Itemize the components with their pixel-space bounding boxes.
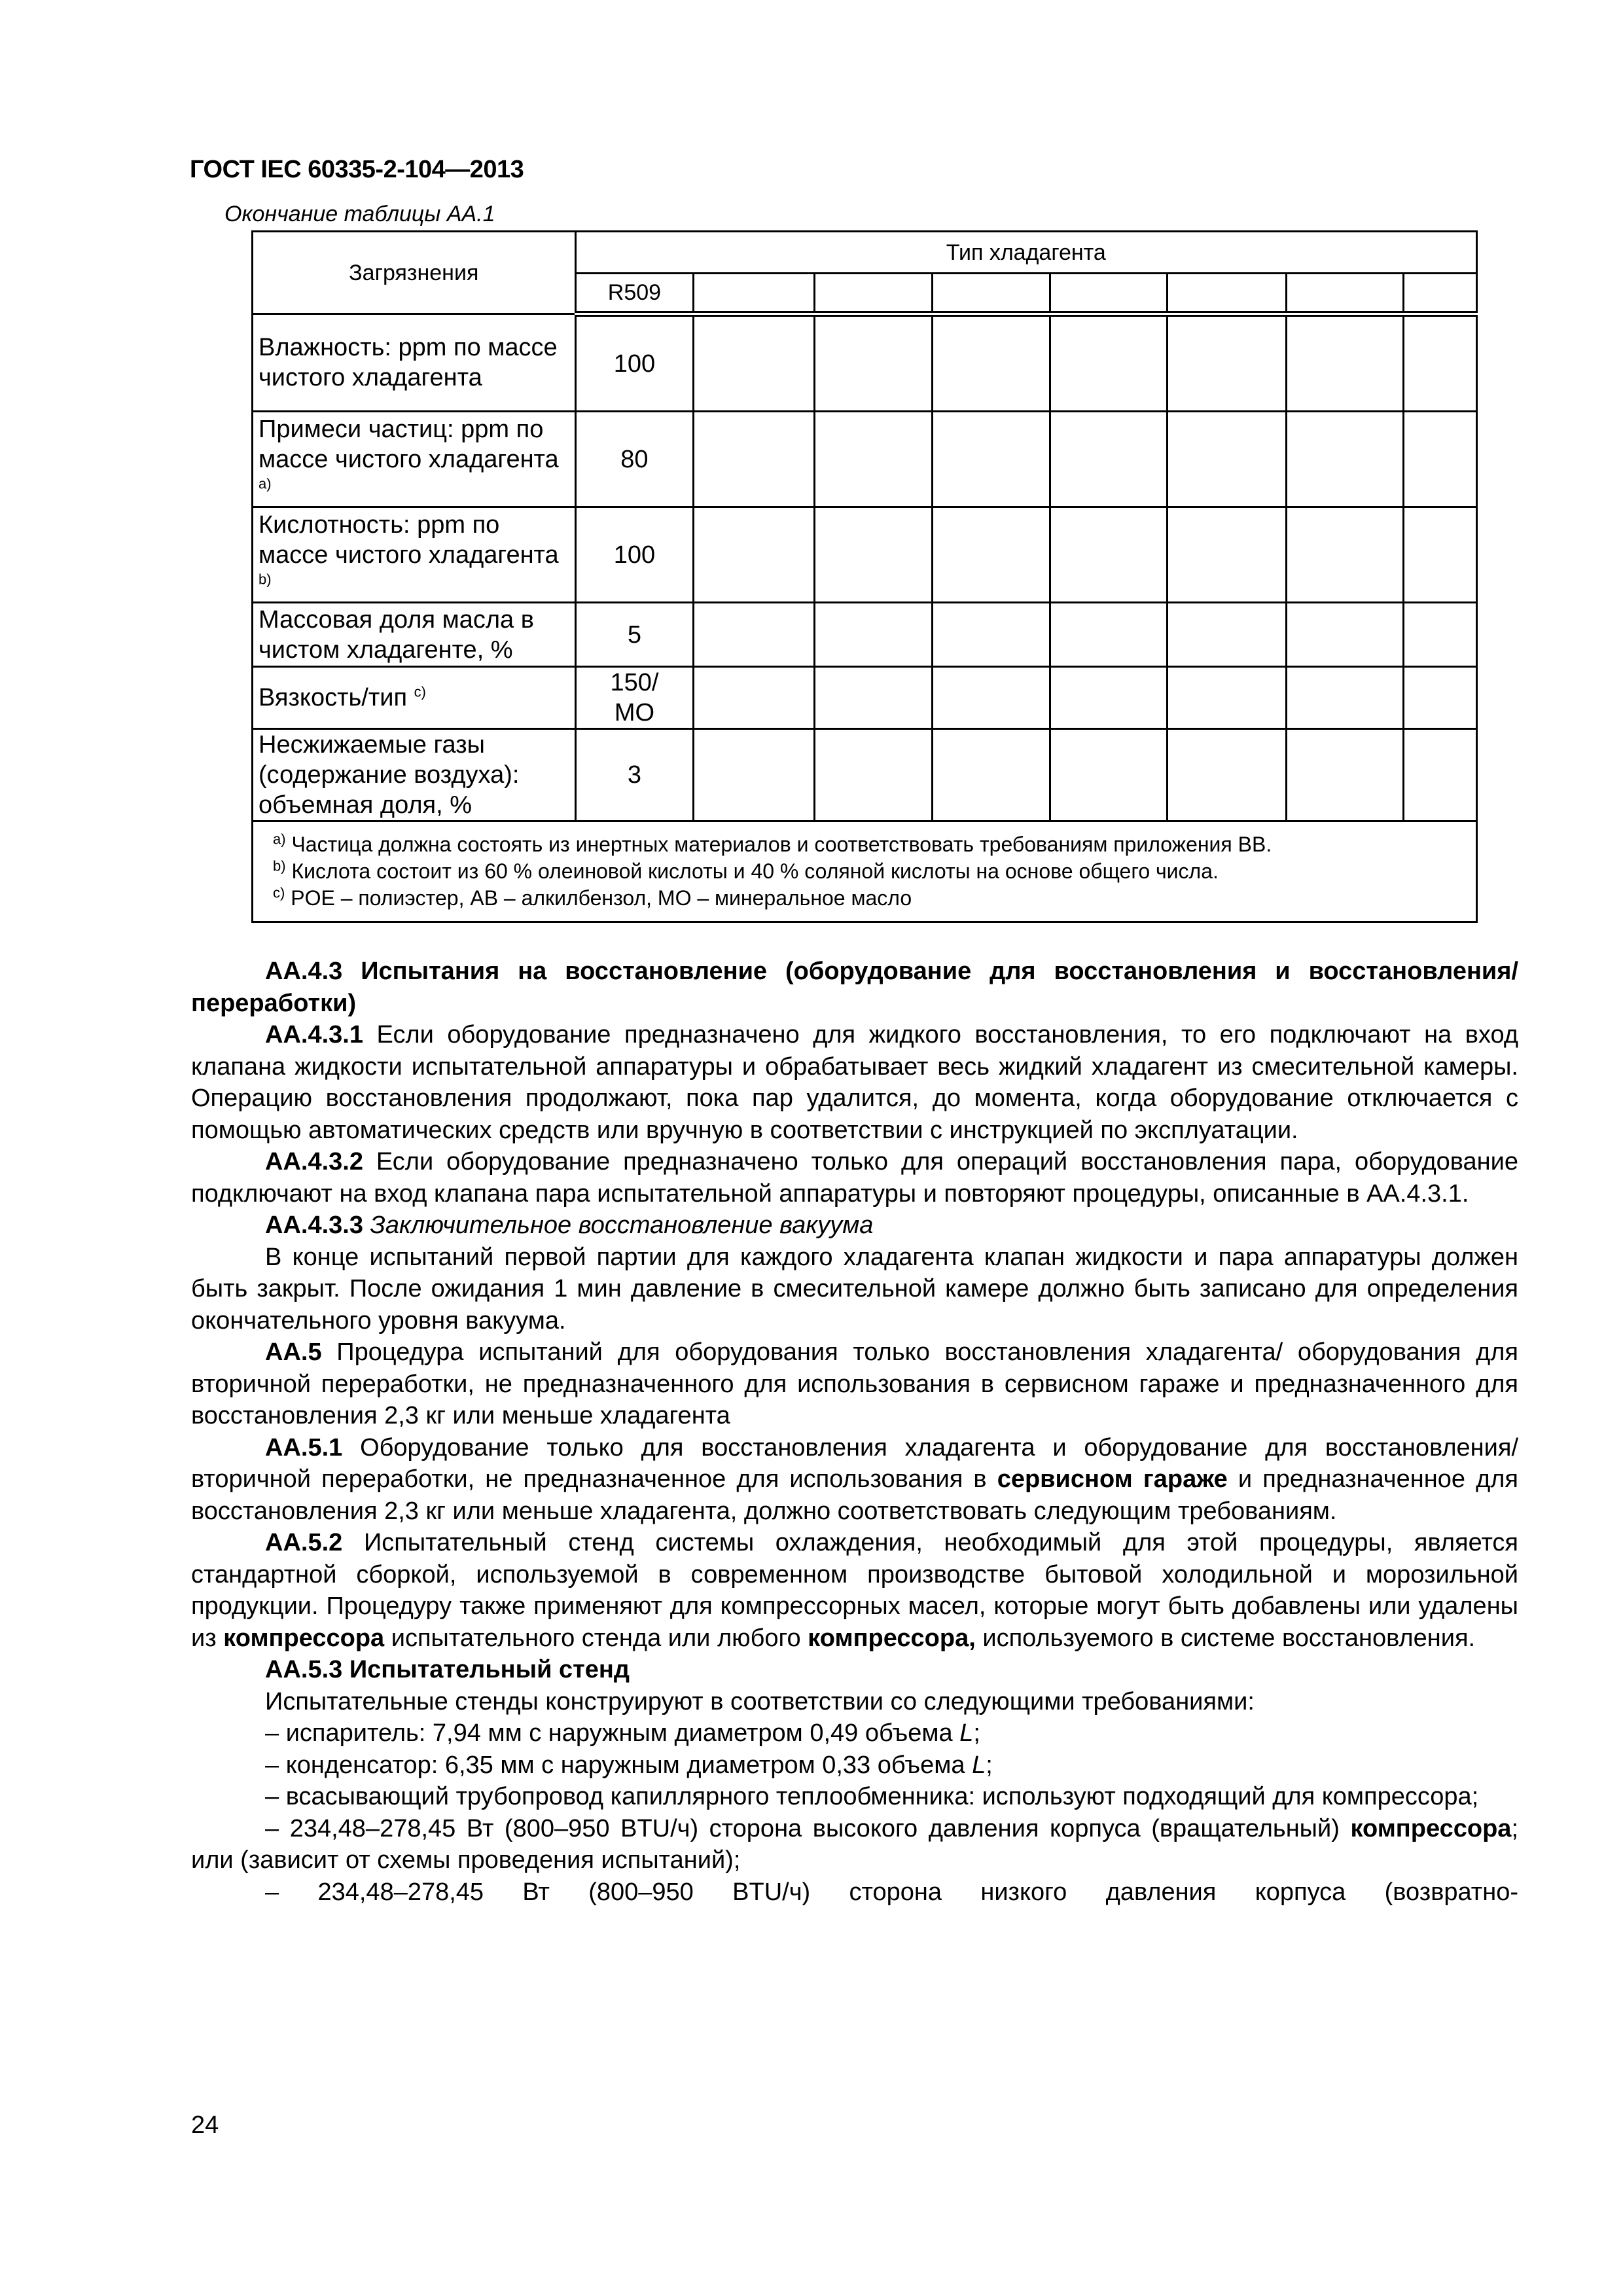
section-heading-aa43 xyxy=(191,956,1518,1019)
cell-value xyxy=(1286,667,1404,729)
section-title: Испытания на восстановление (оборудование для восстановления и восстановления/ переработки) xyxy=(191,958,1518,1017)
cell-value: 5 xyxy=(575,603,694,667)
table-footnotes xyxy=(253,821,1477,922)
section-number: АА.4.3.2 xyxy=(265,1148,363,1175)
cell-value xyxy=(694,412,815,507)
cell-value xyxy=(932,412,1050,507)
cell-value xyxy=(694,667,815,729)
cell-value xyxy=(1050,507,1168,603)
cell-value xyxy=(1167,412,1286,507)
refrigerant-column-header xyxy=(1286,274,1404,314)
cell-value xyxy=(1286,729,1404,821)
paragraph-aa433 xyxy=(191,1242,1518,1337)
footnote-text: Кислота состоит из 60 % олеиновой кислоты и 40 % соляной кислоты на основе общего числа. xyxy=(291,859,1219,883)
row-label: Кислотность: ppm по массе чистого хладагента xyxy=(259,511,559,569)
section-number: АА.4.3 xyxy=(265,958,343,985)
cell-value xyxy=(932,667,1050,729)
emphasis-text: компрессора xyxy=(223,1624,385,1652)
cell-value xyxy=(1050,412,1168,507)
cell-value xyxy=(815,603,933,667)
paragraph-text: Оборудование только для восстановления хладагента и оборудование для восстановления/вторичной переработки, не предназначенное для использования в xyxy=(191,1433,1519,1493)
cell-value xyxy=(1404,729,1477,821)
variable-symbol: L xyxy=(959,1719,974,1747)
section-heading-aa53 xyxy=(191,1654,1518,1686)
cell-value xyxy=(1404,314,1477,412)
cell-value xyxy=(1050,603,1168,667)
cell-value xyxy=(1404,507,1477,603)
paragraph-text: Процедура испытаний для оборудования только восстановления хладагента/ оборудования для вторичной переработки, не предназначенного для использования в сервисном гараже и предназначенного для восстановления 2,3 кг или меньше хладагента xyxy=(191,1338,1518,1429)
cell-value xyxy=(815,729,933,821)
list-item-text: – 234,48–278,45 Вт (800–950 BTU/ч) сторона высокого давления корпуса (вращательный) xyxy=(265,1814,1340,1842)
cell-value xyxy=(1286,603,1404,667)
paragraph-text: Испытательный стенд системы охлаждения, необходимый для этой процедуры, является стандартной сборкой, используемой в современном производстве бытовой холодильной и морозильной продукции. Процедуру также применяют для компрессорных масел, которые могут быть добавлены или удалены из xyxy=(191,1529,1518,1652)
section-number: АА.5.3 xyxy=(265,1656,343,1683)
refrigerant-column-header xyxy=(694,274,815,314)
cell-value xyxy=(1404,603,1477,667)
list-item-text: ; или (зависит от схемы проведения испытаний); xyxy=(191,1814,1518,1874)
cell-value xyxy=(694,603,815,667)
row-label: Несжижаемые газы (содержание воздуха): объемная доля, % xyxy=(259,731,520,819)
cell-value xyxy=(1167,667,1286,729)
cell-value xyxy=(1286,412,1404,507)
cell-value xyxy=(1167,507,1286,603)
list-item xyxy=(191,1876,1518,1909)
paragraph-text: используемого в системе восстановления. xyxy=(982,1624,1476,1652)
footnote-marker: c) xyxy=(414,683,426,700)
cell-value xyxy=(932,314,1050,412)
cell-value xyxy=(932,507,1050,603)
cell-value xyxy=(932,603,1050,667)
contaminants-table xyxy=(251,230,1478,923)
cell-value: 80 xyxy=(575,412,694,507)
column-header-refrigerant-type: Тип хладагента xyxy=(575,232,1477,274)
cell-value xyxy=(1050,667,1168,729)
cell-value xyxy=(694,507,815,603)
paragraph-text: Если оборудование предназначено для жидкого восстановления, то его подключают на вход клапана жидкости испытательной аппаратуры и обрабатывает весь жидкий хладагент из смесительной камеры. Операцию восстановления продолжают, пока пар удалится, до момента, когда оборудование отключается с помощью автоматических средств или вручную в соответствии с инструкцией по эксплуатации. xyxy=(191,1021,1518,1144)
footnote-marker: b) xyxy=(273,857,286,874)
footnote-text: POE – полиэстер, AB – алкилбензол, МО – минеральное масло xyxy=(291,886,912,910)
footnote xyxy=(273,858,1456,885)
table-row xyxy=(253,603,1477,667)
section-title: Испытательный стенд xyxy=(349,1656,630,1683)
paragraph-aa51 xyxy=(191,1432,1518,1528)
row-label: Влажность: ppm по массе чистого хладагента xyxy=(259,334,558,391)
table-row xyxy=(253,667,1477,729)
list-item-text: – 234,48–278,45 Вт (800–950 BTU/ч) сторона низкого давления корпуса (возвратно- xyxy=(265,1878,1518,1906)
section-number: АА.4.3.1 xyxy=(265,1021,363,1049)
refrigerant-column-header xyxy=(815,274,933,314)
cell-value xyxy=(815,314,933,412)
paragraph-text: испытательного стенда или любого xyxy=(391,1624,801,1652)
refrigerant-column-header xyxy=(932,274,1050,314)
cell-value xyxy=(1286,507,1404,603)
cell-value: 150/ МО xyxy=(575,667,694,729)
page-number: 24 xyxy=(191,2111,219,2139)
list-item xyxy=(191,1781,1518,1813)
footnote-marker: c) xyxy=(273,884,285,901)
paragraph-text: Испытательные стенды конструируют в соответствии со следующими требованиями: xyxy=(265,1687,1255,1715)
refrigerant-column-header xyxy=(1050,274,1168,314)
cell-value xyxy=(1404,412,1477,507)
row-label: Вязкость/тип xyxy=(259,684,408,711)
column-header-contaminants: Загрязнения xyxy=(253,232,576,314)
cell-value xyxy=(1286,314,1404,412)
footnote-marker: b) xyxy=(259,570,272,587)
list-item xyxy=(191,1813,1518,1876)
footnote xyxy=(273,831,1456,858)
cell-value: 100 xyxy=(575,507,694,603)
emphasis-text: компрессора, xyxy=(808,1624,976,1652)
cell-value: 3 xyxy=(575,729,694,821)
section-title: Заключительное восстановление вакуума xyxy=(370,1211,874,1239)
list-item-text: – всасывающий трубопровод капиллярного теплообменника: используют подходящий для компрессора; xyxy=(265,1783,1479,1810)
list-item xyxy=(191,1749,1518,1782)
cell-value xyxy=(815,667,933,729)
paragraph-text: В конце испытаний первой партии для каждого хладагента клапан жидкости и пара аппаратуры должен быть закрыт. После ожидания 1 мин давление в смесительной камере должно быть записано для определения окончательного уровня вакуума. xyxy=(191,1243,1518,1335)
paragraph-text: и предназначенное для восстановления 2,3 кг или меньше хладагента, должно соответствовать следующим требованиям. xyxy=(191,1465,1518,1525)
cell-value: 100 xyxy=(575,314,694,412)
list-item-text: ; xyxy=(986,1751,993,1779)
cell-value xyxy=(1404,667,1477,729)
emphasis-text: компрессора xyxy=(1350,1814,1512,1842)
row-label: Примеси частиц: ppm по массе чистого хладагента xyxy=(259,415,559,473)
list-item-text: – испаритель: 7,94 мм с наружным диаметром 0,49 объема xyxy=(265,1719,953,1747)
paragraph-aa5 xyxy=(191,1336,1518,1432)
cell-value xyxy=(1050,729,1168,821)
table-caption: Окончание таблицы АА.1 xyxy=(224,202,495,226)
table-row xyxy=(253,412,1477,507)
refrigerant-column-header xyxy=(1404,274,1477,314)
paragraph-aa432 xyxy=(191,1146,1518,1210)
cell-value xyxy=(1167,314,1286,412)
cell-value xyxy=(1167,729,1286,821)
section-number: АА.4.3.3 xyxy=(265,1211,363,1239)
document-header: ГОСТ IEC 60335-2-104—2013 xyxy=(190,156,524,183)
cell-value xyxy=(815,412,933,507)
cell-value xyxy=(1167,603,1286,667)
refrigerant-column-header xyxy=(1167,274,1286,314)
table-row xyxy=(253,314,1477,412)
paragraph-text: Если оборудование предназначено только для операций восстановления пара, оборудование подключают на вход клапана пара испытательной аппаратуры и повторяют процедуры, описанные в АА.4.3.1. xyxy=(191,1148,1518,1208)
cell-value xyxy=(932,729,1050,821)
list-item-text: ; xyxy=(973,1719,980,1747)
footnote-marker: a) xyxy=(259,475,272,492)
variable-symbol: L xyxy=(972,1751,986,1779)
footnote-marker: a) xyxy=(273,831,286,848)
footnote-text: Частица должна состоять из инертных материалов и соответствовать требованиям приложения ВВ. xyxy=(291,833,1272,856)
cell-value xyxy=(1050,314,1168,412)
refrigerant-column-header: R509 xyxy=(575,274,694,314)
section-number: АА.5 xyxy=(265,1338,322,1366)
emphasis-text: сервисном гараже xyxy=(997,1465,1228,1493)
list-item-text: – конденсатор: 6,35 мм с наружным диаметром 0,33 объема xyxy=(265,1751,965,1779)
body-text xyxy=(191,956,1518,1908)
section-number: АА.5.1 xyxy=(265,1433,343,1462)
section-number: АА.5.2 xyxy=(265,1529,343,1556)
paragraph-aa53-intro xyxy=(191,1686,1518,1718)
cell-value xyxy=(694,729,815,821)
row-label: Массовая доля масла в чистом хладагенте, % xyxy=(259,605,534,664)
cell-value xyxy=(694,314,815,412)
paragraph-aa52 xyxy=(191,1527,1518,1654)
paragraph-aa431 xyxy=(191,1019,1518,1146)
cell-value xyxy=(815,507,933,603)
list-item xyxy=(191,1717,1518,1749)
table-row xyxy=(253,507,1477,603)
table-row xyxy=(253,729,1477,821)
section-heading-aa433 xyxy=(191,1210,1518,1242)
footnote xyxy=(273,885,1456,912)
